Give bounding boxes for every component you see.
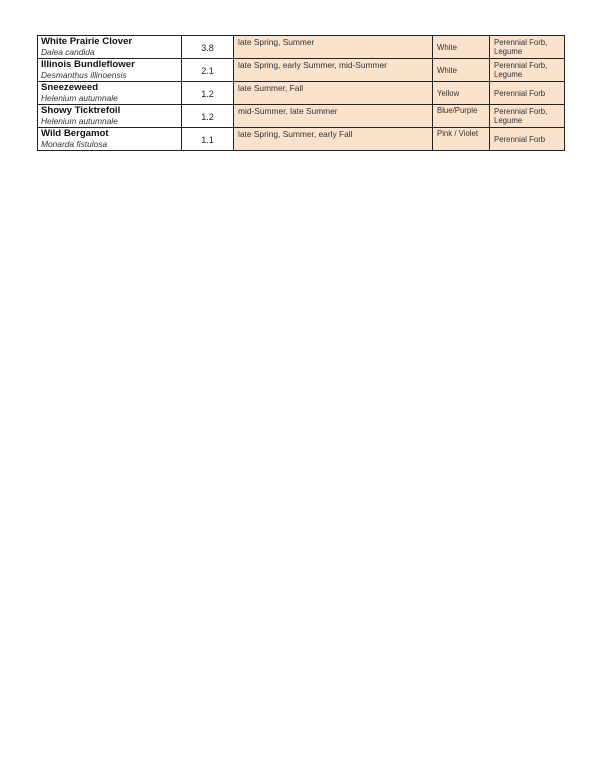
bloom-time: mid-Summer, late Summer: [238, 106, 338, 116]
height-value: 2.1: [201, 66, 214, 76]
common-name: Wild Bergamot: [41, 128, 109, 139]
color-cell: [433, 128, 490, 151]
type-cell: [490, 36, 565, 59]
color-cell: [433, 82, 490, 105]
common-name: Showy Ticktrefoil: [41, 105, 121, 116]
bloom-cell: [234, 36, 433, 59]
flower-color: Yellow: [437, 89, 460, 98]
scientific-name: Helenium autumnale: [41, 116, 118, 126]
height-value: 1.2: [201, 112, 214, 122]
flower-color: White: [437, 43, 457, 52]
bloom-cell: [234, 128, 433, 151]
name-cell: [38, 128, 182, 151]
plant-type: Perennial Forb, Legume: [494, 61, 548, 79]
table-row: [38, 82, 565, 105]
scientific-name: Helenium autumnale: [41, 93, 118, 103]
plant-type: Perennial Forb: [494, 89, 546, 98]
scientific-name: Monarda fistulosa: [41, 139, 108, 149]
color-cell: [433, 59, 490, 82]
scientific-name: Desmanthus illinoensis: [41, 70, 127, 80]
height-value: 1.2: [201, 89, 214, 99]
plant-table: [37, 35, 565, 151]
height-cell: [182, 82, 234, 105]
height-value: 3.8: [201, 43, 214, 53]
type-cell: [490, 105, 565, 128]
color-cell: [433, 36, 490, 59]
common-name: White Prairie Clover: [41, 36, 133, 47]
height-cell: [182, 105, 234, 128]
plant-type: Perennial Forb: [494, 135, 546, 144]
bloom-time: late Spring, Summer, early Fall: [238, 129, 353, 139]
name-cell: [38, 105, 182, 128]
name-cell: [38, 36, 182, 59]
flower-color: Blue/Purple: [437, 106, 478, 115]
bloom-cell: [234, 82, 433, 105]
scientific-name: Dalea candida: [41, 47, 95, 57]
height-cell: [182, 59, 234, 82]
table-row: [38, 59, 565, 82]
flower-color: White: [437, 66, 457, 75]
table-row: [38, 105, 565, 128]
height-cell: [182, 128, 234, 151]
table-row: [38, 128, 565, 151]
plant-type: Perennial Forb, Legume: [494, 107, 548, 125]
bloom-cell: [234, 105, 433, 128]
name-cell: [38, 82, 182, 105]
plant-type: Perennial Forb, Legume: [494, 38, 548, 56]
bloom-cell: [234, 59, 433, 82]
flower-color: Pink / Violet: [437, 129, 479, 138]
type-cell: [490, 59, 565, 82]
table-row: [38, 36, 565, 59]
bloom-time: late Spring, early Summer, mid-Summer: [238, 60, 387, 70]
common-name: Sneezeweed: [41, 82, 99, 93]
bloom-time: late Summer, Fall: [238, 83, 304, 93]
color-cell: [433, 105, 490, 128]
name-cell: [38, 59, 182, 82]
type-cell: [490, 128, 565, 151]
height-value: 1.1: [201, 135, 214, 145]
height-cell: [182, 36, 234, 59]
common-name: Illinois Bundleflower: [41, 59, 135, 70]
type-cell: [490, 82, 565, 105]
bloom-time: late Spring, Summer: [238, 37, 315, 47]
